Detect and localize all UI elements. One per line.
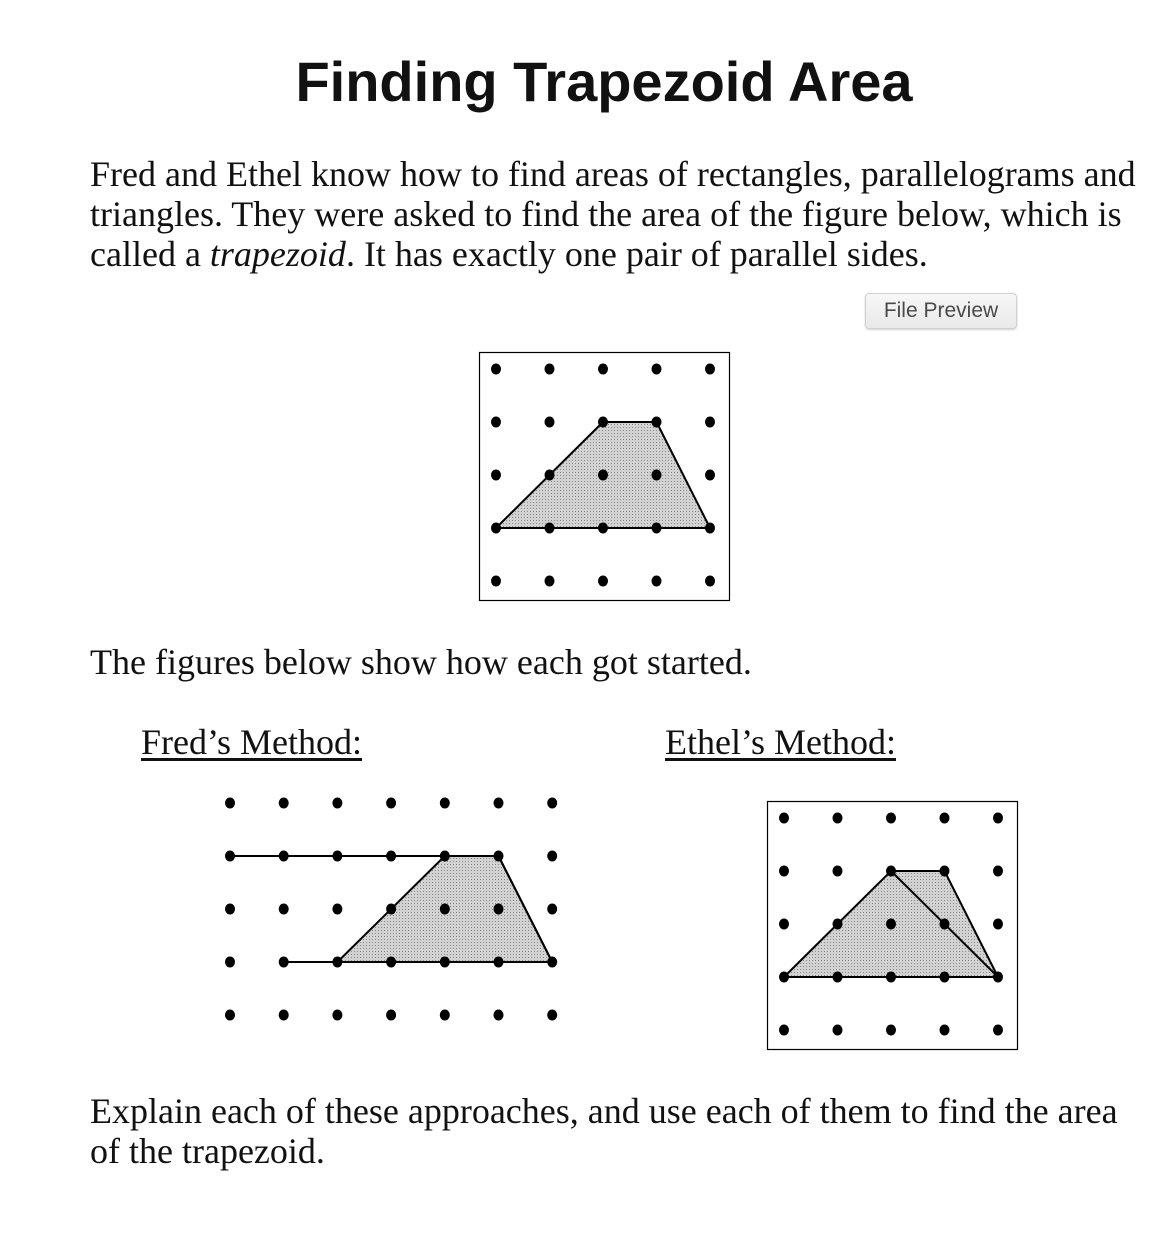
grid-dot [598,576,608,587]
grid-dot [779,919,789,930]
grid-dot [993,972,1003,983]
grid-dot [705,364,715,375]
grid-dot [279,1010,289,1021]
grid-dot [779,813,789,824]
grid-dot [598,470,608,481]
ethel-method-figure [767,801,1018,1050]
grid-dot [652,364,662,375]
grid-dot [886,866,896,877]
grid-dot [993,1025,1003,1036]
grid-dot [491,523,501,534]
grid-dot [332,851,342,862]
grid-dot [833,919,843,930]
grid-dot [547,798,557,809]
grid-dot [225,957,235,968]
intro-text-start: Fred and Ethel know how to find areas of rectangles, parallelograms and triangles. They were asked to find the area of the figure below, which is called a [90,154,1136,274]
grid-dot [940,972,950,983]
grid-dot [386,798,396,809]
ethel-method-heading: Ethel’s Method: [665,722,896,762]
grid-dot [547,1010,557,1021]
fred-method-figure [222,795,562,1025]
grid-dot [886,972,896,983]
trapezoid-term: trapezoid [209,234,346,274]
grid-dot [545,576,555,587]
trapezoid-figure [479,352,730,601]
grid-dot [940,813,950,824]
grid-dot [332,798,342,809]
grid-dot [833,1025,843,1036]
grid-dot [386,904,396,915]
grid-dot [491,470,501,481]
grid-dot [494,851,504,862]
grid-dot [440,851,450,862]
grid-dot [833,813,843,824]
grid-dot [705,576,715,587]
grid-dot [652,470,662,481]
grid-dot [332,957,342,968]
explain-paragraph: Explain each of these approaches, and use each of them to find the area of the trapezoid. [90,1091,1118,1171]
grid-dot [993,919,1003,930]
grid-dot [491,576,501,587]
grid-dot [545,523,555,534]
grid-dot [598,523,608,534]
grid-dot [993,866,1003,877]
grid-dot [491,364,501,375]
grid-dot [279,798,289,809]
grid-dot [652,576,662,587]
grid-dot [491,417,501,428]
grid-dot [705,417,715,428]
grid-dot [886,1025,896,1036]
grid-dot [779,972,789,983]
grid-dot [652,417,662,428]
grid-dot [547,957,557,968]
grid-dot [225,1010,235,1021]
grid-dot [779,1025,789,1036]
grid-dot [494,1010,504,1021]
grid-dot [993,813,1003,824]
grid-dot [779,866,789,877]
grid-dot [279,904,289,915]
grid-dot [545,364,555,375]
grid-dot [494,798,504,809]
grid-dot [386,851,396,862]
grid-dot [940,866,950,877]
grid-dot [386,957,396,968]
grid-dot [545,470,555,481]
started-text: The figures below show how each got started. [90,642,752,682]
grid-dot [598,417,608,428]
grid-dot [386,1010,396,1021]
grid-dot [440,957,450,968]
grid-dot [547,904,557,915]
intro-paragraph [90,154,1150,274]
grid-dot [886,919,896,930]
grid-dot [494,904,504,915]
grid-dot [332,904,342,915]
grid-dot [440,798,450,809]
grid-dot [940,1025,950,1036]
grid-dot [652,523,662,534]
grid-dot [225,904,235,915]
intro-text-end: . It has exactly one pair of parallel sides. [345,234,928,274]
grid-dot [440,1010,450,1021]
grid-dot [279,957,289,968]
grid-dot [225,851,235,862]
grid-dot [547,851,557,862]
grid-dot [705,523,715,534]
grid-dot [940,919,950,930]
grid-dot [440,904,450,915]
grid-dot [225,798,235,809]
grid-dot [833,866,843,877]
page-title: Finding Trapezoid Area [295,50,913,113]
grid-dot [279,851,289,862]
grid-dot [705,470,715,481]
grid-dot [886,813,896,824]
grid-dot [332,1010,342,1021]
grid-dot [833,972,843,983]
file-preview-button[interactable]: File Preview [865,293,1017,329]
grid-dot [545,417,555,428]
grid-dot [494,957,504,968]
grid-dot [598,364,608,375]
fred-method-heading: Fred’s Method: [141,722,362,762]
